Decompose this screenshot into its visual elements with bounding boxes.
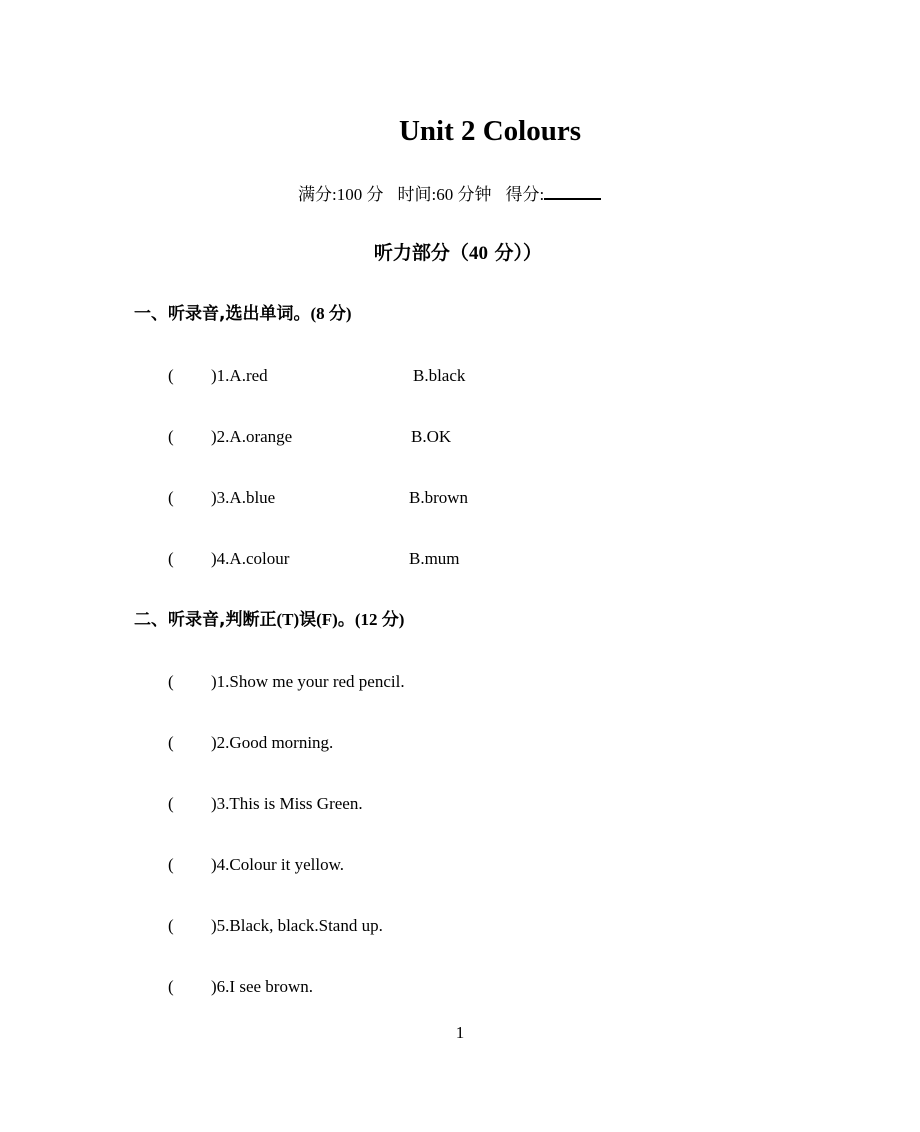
page-title: Unit 2 Colours [398, 115, 582, 147]
section-1-points: (8 分) [310, 304, 352, 323]
part-label: 听力部分（ [373, 242, 469, 264]
time-limit: 时间:60 分钟 [397, 185, 492, 204]
statement-text: )4.Colour it yellow. [211, 855, 344, 874]
score-blank[interactable] [544, 180, 601, 200]
statement-text: )5.Black, black.Stand up. [211, 916, 383, 935]
answer-paren-open[interactable]: ( [168, 488, 174, 507]
page-number: 1 [455, 1023, 465, 1042]
statement-row [168, 914, 568, 938]
answer-paren-open[interactable]: ( [168, 977, 174, 996]
answer-paren-open[interactable]: ( [168, 916, 174, 935]
score-label: 得分: [505, 185, 545, 204]
statement-row [168, 792, 568, 816]
answer-paren-open[interactable]: ( [168, 366, 174, 385]
statement-text: )1.Show me your red pencil. [211, 672, 405, 691]
statement-text: )2.Good morning. [211, 733, 334, 752]
section-2-prefix: 二、听录音,判断正 [134, 610, 277, 630]
part-title [0, 240, 916, 267]
answer-paren-open[interactable]: ( [168, 672, 174, 691]
full-score: 满分:100 分 [298, 185, 384, 204]
section-2-mid: 误 [299, 610, 317, 630]
answer-paren-open[interactable]: ( [168, 855, 174, 874]
option-b: B.OK [411, 427, 452, 446]
option-b: B.mum [409, 549, 460, 568]
option-b: B.brown [409, 488, 469, 507]
question-text: )4.A.colour [211, 549, 290, 568]
part-score: 40 [468, 243, 488, 264]
question-text: )2.A.orange [211, 427, 293, 446]
option-b: B.black [413, 366, 466, 385]
section-2-heading [134, 608, 404, 632]
section-2-t-mark: (T) [276, 610, 300, 629]
statement-row [168, 975, 568, 999]
part-suffix: 分）） [487, 242, 543, 264]
question-row [168, 364, 568, 388]
question-row [168, 486, 568, 510]
question-text: )3.A.blue [211, 488, 276, 507]
section-2-f-mark: (F) [316, 610, 338, 629]
section-1-heading [134, 302, 352, 326]
question-row [168, 547, 568, 571]
statement-row [168, 670, 568, 694]
question-text: )1.A.red [211, 366, 268, 385]
question-row [168, 425, 568, 449]
exam-meta [298, 180, 601, 207]
answer-paren-open[interactable]: ( [168, 549, 174, 568]
answer-paren-open[interactable]: ( [168, 733, 174, 752]
statement-row [168, 731, 568, 755]
answer-paren-open[interactable]: ( [168, 794, 174, 813]
statement-text: )3.This is Miss Green. [211, 794, 363, 813]
section-1-prefix: 一、听录音,选出单词。 [134, 304, 311, 324]
section-2-points: (12 分) [354, 610, 405, 629]
answer-paren-open[interactable]: ( [168, 427, 174, 446]
section-2-dot: 。 [337, 610, 355, 630]
statement-text: )6.I see brown. [211, 977, 313, 996]
statement-row [168, 853, 568, 877]
